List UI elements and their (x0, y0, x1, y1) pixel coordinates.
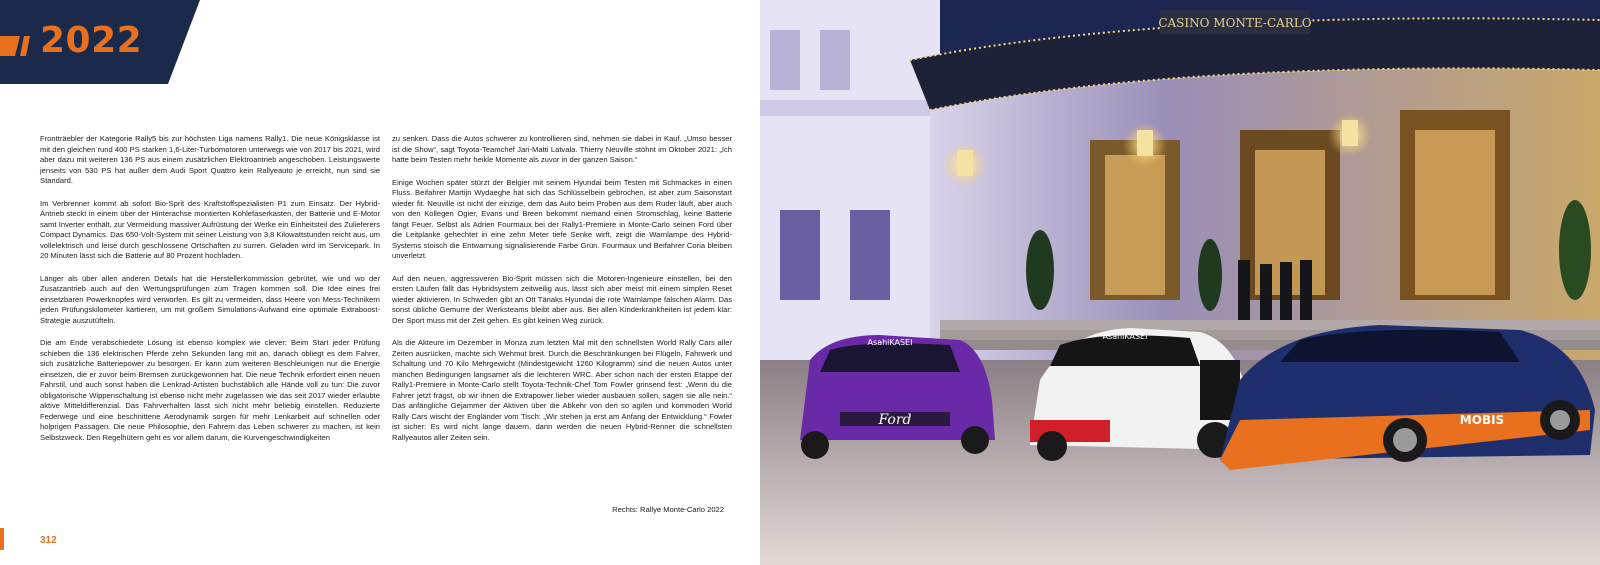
year-title: 2022 (40, 20, 143, 61)
paragraph: Im Verbrenner kommt ab sofort Bio-Sprit des Kraftstoffspezialisten P1 zum Einsatz. Der Hybrid-Antrieb steckt in einem über der Hinterachse montierten Kohlefaserkasten, der Batterie und E-Motor samt Inverter enthält, zur Vermeidung massiver Aufrüstung der Werke ein Einheitsteil des Zulieferers Compact Dynamics. Das 650-Volt-System mit seiner Leistung von 3,8 Kilowattstunden reicht aus, um vollelektrisch und leise durch geschlossene Ortschaften zu surren. Geladen wird im Servicepark. In 20 Minuten lässt sich die Batterie auf 80 Prozent hochladen. (40, 198, 380, 260)
paragraph: Auf den neuen, aggressiveren Bio-Sprit müssen sich die Motoren-Ingenieure einstellen, bei den ersten Läufen fällt das Hybridsystem zeitweilig aus, lässt sich aber meist mit einem simplen Reset wieder aktivieren. In Schweden gibt an Ott Tänaks Hyundai die rote Warnlampe falschen Alarm. Das sonst übliche Gemurre der Werksteams bleibt aber aus. Bei allen Kinderkrankheiten ist jedem klar: Der Sport muss mit der Zeit gehen. Es gibt keinen Weg zurück. (392, 273, 732, 325)
car-sponsor: AsahiKASEI (1102, 332, 1148, 341)
page-edge-marker (0, 528, 4, 550)
photo-caption: Rechts: Rallye Monte-Carlo 2022 (612, 505, 724, 514)
toyota-rally-car (1030, 328, 1250, 461)
casino-sign: CASINO MONTE-CARLO (1158, 16, 1312, 30)
mobis-logo: MOBIS (1459, 413, 1505, 427)
paragraph: Einige Wochen später stürzt der Belgier mit seinem Hyundai beim Testen mit Schmackes in einen Fluss. Beifahrer Martijn Wydaeghe hat sich das Schlüsselbein gebrochen, ist aber zum Saisonstart wieder fit. Neuville ist nicht der einzige, dem das Auto beim Proben aus dem Ruder läuft, aber auch von den Kollegen Ogier, Evans und Breen bekommt niemand einen Stromschlag, keine Batterie fängt Feuer. Selbst als Adrien Fourmaux bei der Rally1-Premiere in Monte-Carlo seinen Ford über die Leitplanke gehechtet in eine zehn Meter tiefe Senke wirft, zeigt die Warnlampe des Hybrid-Systems stoisch die Entwarnung signalisierende Farbe Grün. Fourmaux und Beifahrer Coria bleiben unverletzt. (392, 177, 732, 260)
casino-rally-photo (760, 0, 1600, 565)
stripes-icon (0, 36, 34, 56)
ford-logo: Ford (878, 412, 912, 428)
page-number: 312 (40, 535, 57, 546)
paragraph: Länger als über allen anderen Details hat die Herstellerkommission gebrütet, wie und wo der Zusatzantrieb auch auf den Wertungsprüfungen zum Tragen kommen soll. Die Idee eines frei einsetzbaren Powerknopfes wird verworfen. Es gilt zu vermeiden, dass Heere von Mess-Technikern jeden Prüfungskilometer kartieren, um mit großem Simulations-Aufwand eine optimale Extraboost-Strategie auszutüfteln. (40, 273, 380, 325)
paragraph: zu senken. Dass die Autos schwerer zu kontrollieren sind, nehmen sie dabei in Kauf. „Umso besser ist die Show“, sagt Toyota-Teamchef Jari-Matti Latvala. Thierry Neuville stöhnt im Oktober 2021: „Ich hatte beim Testen mehr heikle Momente als zuvor in der ganzen Saison.“ (392, 134, 732, 164)
paragraph: Frontträebler der Kategorie Rally5 bis zur höchsten Liga namens Rally1. Die neue Königsklasse ist mit den gleichen rund 400 PS starken 1,6-Liter-Turbomotoren unterwegs wie von 2017 bis 2021, wird aber dazu mit weiteren 136 PS aus einem zusätzlichen Elektroantrieb angeschoben. Leistungswerte jenseits von 530 PS hat außer dem Audi Sport Quattro kein Rallyeauto je erreicht, nun sind sie Standard. (40, 134, 380, 185)
paragraph: Die am Ende verabschiedete Lösung ist ebenso komplex wie clever: Beim Start jeder Prüfung schieben die 136 elektrischen Pferde zehn Sekunden lang mit an, danach obliegt es dem Fahrer, sich zusätzliche Batteriepower zu besorgen. Er kann zum weiteren Beschleunigen nur die Energie einsetzen, die er zuvor beim Bremsen zurückgewonnen hat. Die neue Technik erfordert einen neuen Fahrstil, und auch sonst haben die Lenkrad-Artisten buchstäblich alle Hände voll zu tun: Die zuvor obligatorische Wippenschaltung ist ebenso nicht mehr zugelassen wie das seit 2017 wieder erlaubte aktive Mitteldifferenzial. Das Fahrverhalten lässt sich nicht mehr beliebig einstellen. Reduzierte Federwege und eine beschnittene Aerodynamik sorgen für mehr Lenkarbeit auf schnellen oder holprigen Passagen. Die neue Philosophie, den Fahrern das Leben schwerer zu machen, ist kein Selbstzweck. Den Regelhütern geht es vor allem darum, die Kurvengeschwindigkeiten (40, 338, 380, 442)
text-column-2 (392, 134, 732, 455)
text-page (0, 0, 760, 565)
paragraph: Als die Akteure im Dezember in Monza zum letzten Mal mit den schnellsten World Rally Cars aller Zeiten ausrücken, machte sich Wehmut breit. Durch die Beschränkungen bei Flügeln, Fahrwerk und Schaltung und 70 Kilo Mehrgewicht (Mindestgewicht 1260 Kilogramm) sind die neuen Autos unter manchen Bedingungen langsamer als die leichteren WRC. Aber schon nach der ersten Etappe der Rally1-Premiere in Monte-Carlo stellt Toyota-Technik-Chef Tom Fowler grinsend fest: „Wenn du die Fahrer jetzt fragst, ob wir ihnen die Extrapower lieber wieder ausbauen sollen, sagen sie alle nein.“ Das anfängliche Gejammer der Aktiven über die Abkehr von den so agilen und kommoden World Rally Cars wischt der Engländer vom Tisch: „Wir stehen ja erst am Anfang der Entwicklung.“ Fowler ist sicher: Es wird nicht lange dauern, dann werden die neuen Hybrid-Renner die schnellsten Rallyeautos aller Zeiten sein. (392, 338, 732, 442)
car-sponsor: AsahiKASEI (867, 338, 913, 347)
text-column-1 (40, 134, 380, 455)
photo-illustration (760, 0, 1600, 565)
